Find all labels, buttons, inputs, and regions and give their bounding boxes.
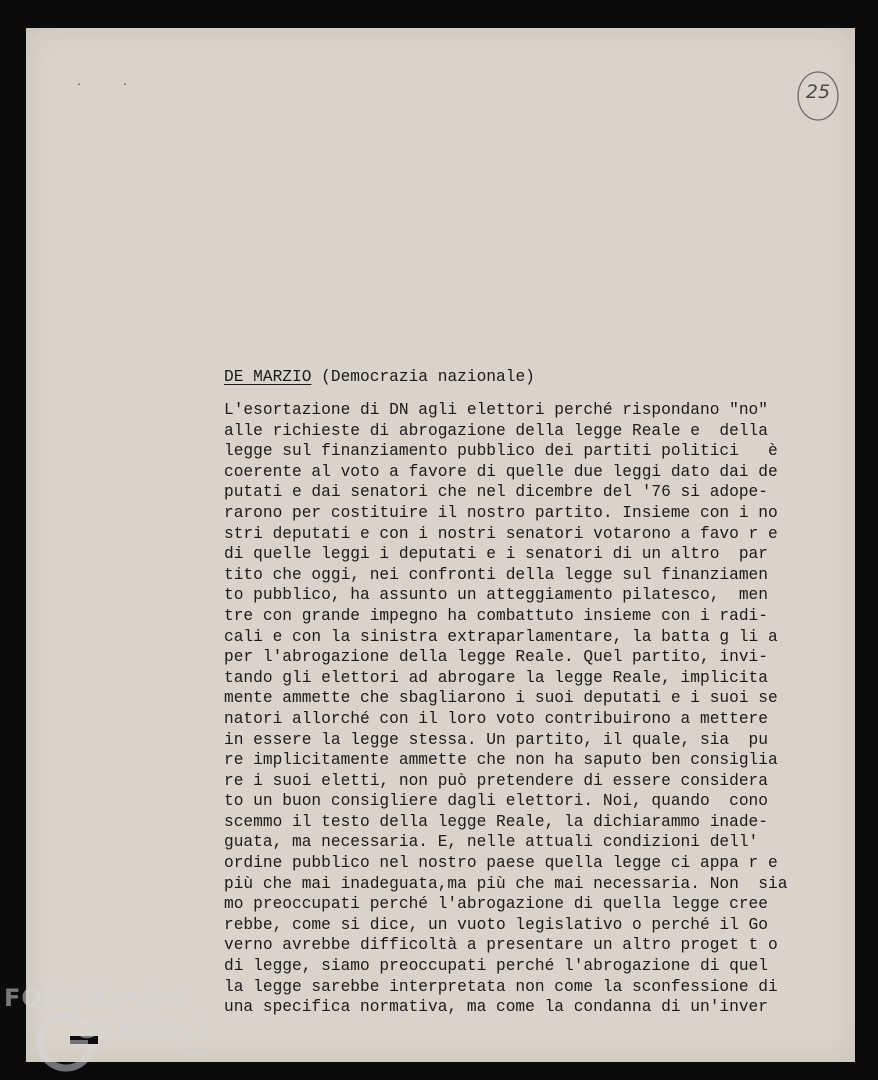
- paper-specks: ··: [76, 80, 169, 91]
- watermark-suffix: onlus: [180, 1046, 210, 1059]
- text-line: di legge, siamo preoccupati perché l'abrogazione di quel: [224, 957, 768, 976]
- text-line: natori allorché con il loro voto contribuirono a mettere: [224, 709, 768, 728]
- text-line: re implicitamente ammette che non ha saputo ben consiglia: [224, 751, 778, 770]
- text-line: più che mai inadeguata,ma più che mai necessaria. Non sia: [224, 874, 788, 893]
- text-line: to un buon consigliere dagli elettori. Noi, quando cono: [224, 792, 768, 811]
- text-line: guata, ma necessaria. E, nelle attuali condizioni dell': [224, 833, 759, 852]
- text-line: tito che oggi, nei confronti della legge sul finanziamen: [224, 565, 768, 584]
- watermark: [4, 980, 234, 1080]
- watermark-line2: GRAMSCI: [76, 1016, 208, 1044]
- text-line: rarono per costituire il nostro partito. Insieme con i no: [224, 503, 778, 522]
- text-line: tando gli elettori ad abrogare la legge Reale, implicita: [224, 668, 768, 687]
- page-number: 25: [805, 81, 831, 103]
- text-line: ordine pubblico nel nostro paese quella legge ci appa r e: [224, 854, 778, 873]
- text-line: putati e dai senatori che nel dicembre del '76 si adope-: [224, 483, 768, 502]
- text-line: per l'abrogazione della legge Reale. Quel partito, invi-: [224, 648, 768, 667]
- text-line: tre con grande impegno ha combattuto insieme con i radi-: [224, 606, 768, 625]
- text-line: to pubblico, ha assunto un atteggiamento pilatesco, men: [224, 586, 768, 605]
- page-number-stamp: [796, 70, 840, 122]
- text-line: rebbe, come si dice, un vuoto legislativo o perché il Go: [224, 915, 768, 934]
- text-line: L'esortazione di DN agli elettori perché rispondano "no": [224, 401, 768, 419]
- text-line: scemmo il testo della legge Reale, la dichiarammo inade-: [224, 812, 768, 831]
- speaker-heading: [224, 368, 535, 386]
- text-line: di quelle leggi i deputati e i senatori di un altro par: [224, 545, 768, 564]
- speaker-party: (Democrazia nazionale): [321, 368, 535, 386]
- typewritten-page: [26, 28, 855, 1062]
- text-line: legge sul finanziamento pubblico dei partiti politici è: [224, 442, 778, 461]
- text-line: verno avrebbe difficoltà a presentare un altro proget t o: [224, 936, 778, 955]
- text-line: re i suoi eletti, non può pretendere di essere considera: [224, 771, 768, 790]
- text-line: alle richieste di abrogazione della legge Reale e della: [224, 421, 768, 440]
- body-text: [224, 400, 824, 1018]
- text-line: la legge sarebbe interpretata non come la sconfessione di: [224, 977, 778, 996]
- text-line: coerente al voto a favore di quelle due leggi dato dai de: [224, 462, 778, 481]
- text-line: stri deputati e con i nostri senatori votarono a favo r e: [224, 524, 778, 543]
- text-line: una specifica normativa, ma come la condanna di un'inver: [224, 998, 768, 1017]
- text-line: cali e con la sinistra extraparlamentare, la batta g li a: [224, 627, 778, 646]
- text-line: mo preoccupati perché l'abrogazione di quella legge cree: [224, 895, 768, 914]
- text-line: in essere la legge stessa. Un partito, il quale, sia pu: [224, 730, 768, 749]
- text-line: mente ammette che sbagliarono i suoi deputati e i suoi se: [224, 689, 778, 708]
- speaker-name: DE MARZIO: [224, 368, 312, 386]
- watermark-line1: FONDAZIONE: [4, 984, 193, 1012]
